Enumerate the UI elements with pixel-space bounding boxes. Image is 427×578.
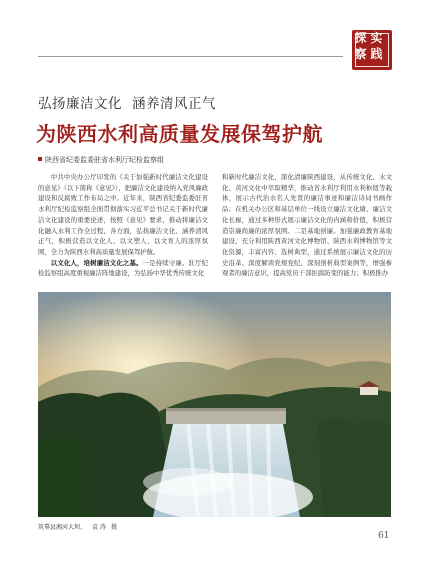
stamp-char: 实: [370, 31, 383, 45]
bullet-square-icon: [38, 157, 42, 161]
article-title: 为陕西水利高质量发展保驾护航: [36, 122, 323, 146]
top-rule: [38, 56, 343, 57]
article-subtitle: [38, 92, 216, 112]
caption-credit: 摄: [110, 524, 117, 531]
column-stamp-logo: [352, 30, 392, 70]
paragraph-text: 一是持续守廉。驻厅纪检监察组高度重视廉洁阵地建设，为弘扬中华优秀传统文化: [38, 258, 209, 278]
subtitle-part-2: 涵养清风正气: [132, 96, 216, 112]
page-number: 61: [378, 531, 390, 541]
byline-text: 陕西省纪委监委驻省水利厅纪检监察组: [45, 156, 164, 164]
author-byline: [38, 155, 164, 165]
stamp-char: 察: [354, 47, 367, 61]
dam-photo: [38, 292, 391, 517]
stamp-char: 践: [370, 47, 383, 61]
paragraph: 中共中央办公厅印发的《关于加强新时代廉洁文化建设的意见》（以下简称《意见》），把廉洁文化建设纳入党风廉政建设和反腐败工作布局之中。近年来，陕西省纪委监委驻省水利厅纪检监察组全面贯彻落实习近平总书记关于新时代廉洁文化建设的重要论述，按照《意见》要求，推动将廉洁文化融入水利工作全过程、各方面，弘扬廉洁文化、涵养清风正气，积极营造以文化人、以文塑人、以文育人的浓厚氛围，全力为陕西水利高质量发展保驾护航。: [38, 173, 208, 256]
paragraph: 和新时代廉洁文化，深化清廉陕西建设，从传统文化、水文化、黄河文化中萃取精华，推动省水利厅利用水利枢纽等载体，展示古代治水名人先贤的廉洁事迹和廉洁诗词书画作品；在机关办公区和基层单位一线设立廉洁文化墙、廉洁文化长廊，通过多种形式展示廉洁文化的内涵和价值，积极营造崇廉尚廉的浓厚氛围。二是基地创廉。加强廉政教育基地建设，充分利用陕西黄河文化博物馆、陕西水利博物馆等文化资源，丰富内容、选树典型，通过系统展示廉洁文化的历史沿革、深度解读党规党纪、深刻剖析典型案例等，增强参观者的廉洁意识，提高党员干部拒腐防变的能力；积极推办: [222, 173, 392, 278]
caption-text: 筑摹县湘河大坝。: [38, 524, 87, 531]
body-column-right: [222, 172, 392, 279]
photo-caption: [38, 522, 117, 531]
caption-author: 袁 涛: [92, 524, 106, 531]
subtitle-part-1: 弘扬廉洁文化: [38, 96, 122, 112]
section-lead: 以文化人，培树廉洁文化之基。: [50, 258, 143, 267]
paragraph: [38, 258, 208, 279]
stamp-char: 探: [354, 31, 367, 45]
body-column-left: [38, 172, 208, 279]
